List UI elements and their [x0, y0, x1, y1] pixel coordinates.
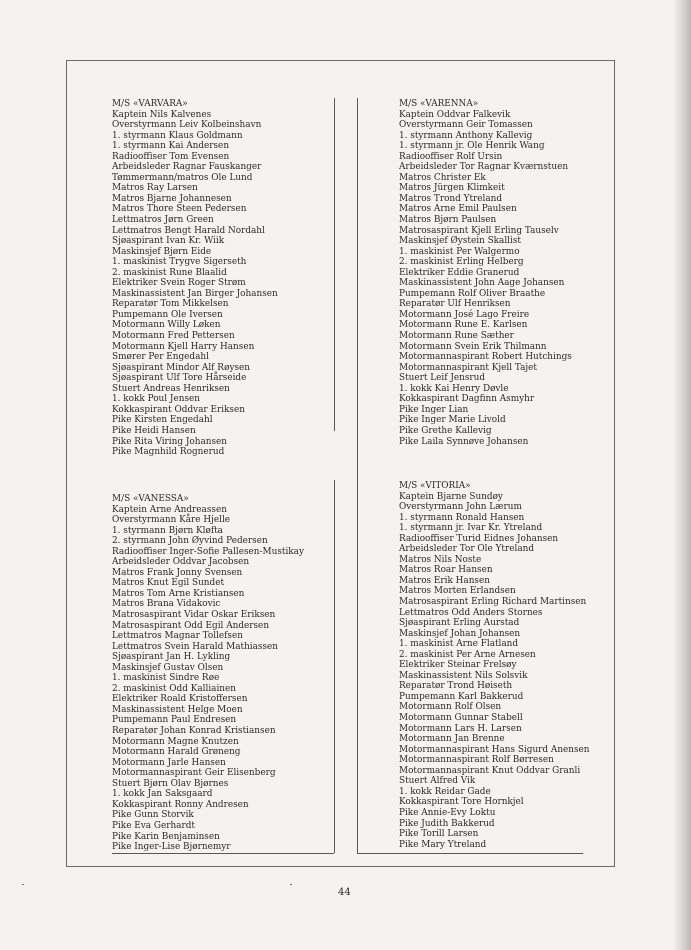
crew-member-line: Matros Brana Vidakovic — [112, 599, 221, 610]
crew-member-line: Sjøaspirant Jan H. Lykling — [112, 652, 231, 663]
crew-member-line: Pike Torill Larsen — [399, 829, 479, 840]
bottom-rule-left — [112, 853, 334, 854]
crew-member-line: Motormann José Lago Freire — [399, 309, 530, 320]
crew-member-line: Arbeidsleder Tor Ragnar Kværnstuen — [399, 162, 569, 173]
crew-member-line: Motormann Rolf Olsen — [399, 702, 502, 713]
crew-member-line: Matros Nils Noste — [399, 554, 482, 565]
crew-member-line: Sjøaspirant Ulf Tore Hårseide — [112, 373, 247, 384]
crew-member-line: Motormann Harald Grøneng — [112, 747, 241, 758]
crew-member-line: Matros Bjarne Johannesen — [112, 193, 232, 204]
crew-member-line: Pumpemann Rolf Oliver Braathe — [399, 288, 546, 299]
crew-member-line: Matrosaspirant Erling Richard Martinsen — [399, 597, 587, 608]
crew-member-line: 1. maskinist Trygve Sigerseth — [112, 257, 247, 268]
ship-name-heading: M/S «VARENNA» — [399, 99, 479, 109]
crew-member-line: Pike Inger Lian — [399, 404, 469, 415]
crew-member-line: Matros Jürgen Klimkeit — [399, 183, 505, 194]
crew-member-line: Motormann Svein Erik Thilmann — [399, 341, 547, 352]
crew-member-line: Motormann Kjell Harry Hansen — [112, 341, 255, 352]
crew-member-line: Matros Ray Larsen — [112, 183, 198, 194]
crew-member-line: Maskinassistent Helge Moen — [112, 704, 243, 715]
crew-member-line: Motormann Rune Sæther — [399, 331, 514, 342]
crew-member-line: Stuert Andreas Henriksen — [112, 383, 230, 394]
crew-member-line: Motormann Rune E. Karlsen — [399, 320, 528, 331]
crew-member-line: Matros Thore Steen Pedersen — [112, 204, 247, 215]
crew-member-line: Lettmatros Svein Harald Mathiassen — [112, 641, 279, 652]
crew-member-line: 1. kokk Poul Jensen — [112, 394, 200, 405]
crew-member-line: Matros Knut Egil Sundet — [112, 578, 225, 589]
crew-member-line: Overstyrmann Kåre Hjelle — [112, 515, 231, 526]
crew-member-line: Maskinassistent John Aage Johansen — [399, 278, 565, 289]
crew-member-line: Motormannaspirant Geir Elisenberg — [112, 768, 276, 779]
crew-member-line: Motormann Magne Knutzen — [112, 736, 239, 747]
crew-member-line: Radiooffiser Tom Evensen — [112, 151, 230, 162]
crew-member-line: 2. maskinist Rune Blaalid — [112, 267, 227, 278]
crew-member-line: 1. kokk Jan Saksgaard — [112, 789, 213, 800]
crew-member-line: Matros Bjørn Paulsen — [399, 215, 497, 226]
paper-speck — [290, 884, 292, 885]
crew-member-line: Matros Tom Arne Kristiansen — [112, 588, 245, 599]
ship-vanessa-crew-list — [112, 494, 304, 853]
crew-member-line: Pike Inger-Lise Bjørnemyr — [112, 842, 231, 853]
crew-member-line: Arbeidsleder Tor Ole Ytreland — [399, 544, 535, 555]
crew-member-line: Sjøaspirant Mindor Alf Røysen — [112, 362, 250, 373]
crew-member-line: Motormannaspirant Kjell Tajet — [399, 362, 537, 373]
crew-member-line: Maskinassistent Nils Solsvik — [399, 670, 528, 681]
crew-member-line: Motormannaspirant Robert Hutchings — [399, 352, 572, 363]
column-divider-right — [357, 98, 358, 853]
crew-member-line: Pike Inger Marie Livold — [399, 415, 506, 426]
crew-member-line: Stuert Alfred Vik — [399, 776, 476, 787]
column-divider-top — [334, 98, 335, 431]
crew-member-line: Matrosaspirant Odd Egil Andersen — [112, 620, 270, 631]
crew-member-line: Elektriker Svein Roger Strøm — [112, 278, 246, 289]
crew-member-line: Matros Erik Hansen — [399, 575, 490, 586]
crew-member-line: Matros Frank Jonny Svensen — [112, 567, 243, 578]
ship-name-heading: M/S «VARVARA» — [112, 99, 188, 109]
crew-member-line: Reparatør Tom Mikkelsen — [112, 299, 229, 310]
crew-member-line: Overstyrmann John Lærum — [399, 502, 522, 513]
crew-member-line: 1. kokk Kai Henry Døvle — [399, 383, 509, 394]
crew-member-line: Pike Annie-Evy Loktu — [399, 807, 496, 818]
crew-member-line: Arbeidsleder Oddvar Jacobsen — [112, 557, 250, 568]
crew-member-line: Maskinsjef Øystein Skallist — [399, 236, 521, 247]
crew-member-line: Kaptein Arne Andreassen — [112, 504, 227, 515]
crew-member-line: 1. kokk Reidar Gade — [399, 786, 491, 797]
crew-member-line: 1. styrmann Bjørn Kløfta — [112, 525, 223, 536]
crew-member-line: Elektriker Roald Kristoffersen — [112, 694, 248, 705]
crew-member-line: Maskinsjef Johan Johansen — [399, 628, 521, 639]
crew-member-line: Sjøaspirant Ivan Kr. Wiik — [112, 236, 225, 247]
crew-member-line: Sjøaspirant Erling Aurstad — [399, 618, 520, 629]
crew-member-line: Lettmatros Jørn Green — [112, 215, 214, 226]
ship-name-heading: M/S «VANESSA» — [112, 494, 189, 504]
crew-member-line: 2. maskinist Per Arne Arnesen — [399, 649, 536, 660]
crew-member-line: Motormannaspirant Rolf Børresen — [399, 755, 554, 766]
crew-member-line: 1. maskinist Arne Flatland — [399, 639, 519, 650]
crew-member-line: Matros Roar Hansen — [399, 565, 493, 576]
crew-member-line: Radiooffiser Turid Eidnes Johansen — [399, 533, 559, 544]
crew-member-line: Kokkaspirant Oddvar Eriksen — [112, 404, 245, 415]
crew-member-line: Pike Eva Gerhardt — [112, 820, 195, 831]
crew-member-line: Radiooffiser Rolf Ursin — [399, 151, 503, 162]
crew-member-line: Kaptein Nils Kalvenes — [112, 109, 212, 120]
crew-member-line: Elektriker Eddie Granerud — [399, 267, 520, 278]
crew-member-line: Arbeidsleder Ragnar Fauskanger — [112, 162, 262, 173]
crew-member-line: Kokkaspirant Tore Hornkjel — [399, 797, 524, 808]
crew-member-line: 2. styrmann John Øyvind Pedersen — [112, 536, 268, 547]
crew-member-line: Smører Per Engedahl — [112, 352, 209, 363]
crew-member-line: Pike Heidi Hansen — [112, 425, 196, 436]
crew-member-line: 1. styrmann Klaus Goldmann — [112, 130, 243, 141]
paper-speck — [22, 884, 24, 885]
crew-member-line: Kokkaspirant Dagfinn Asmyhr — [399, 394, 535, 405]
crew-member-line: Motormann Jarle Hansen — [112, 757, 226, 768]
ship-vitoria-crew-list — [399, 481, 590, 850]
crew-member-line: Stuert Bjørn Olav Bjørnes — [112, 778, 229, 789]
ship-varvara-crew-list — [112, 99, 278, 458]
crew-member-line: Stuert Leif Jensrud — [399, 373, 486, 384]
crew-member-line: Matros Trond Ytreland — [399, 193, 503, 204]
crew-member-line: Matros Arne Emil Paulsen — [399, 204, 517, 215]
crew-member-line: Elektriker Steinar Frelsøy — [399, 660, 517, 671]
crew-member-line: Lettmatros Odd Anders Stornes — [399, 607, 543, 618]
crew-member-line: Pike Judith Bakkerud — [399, 818, 495, 829]
column-divider-bottom — [334, 480, 335, 853]
crew-member-line: Lettmatros Magnar Tollefsen — [112, 631, 243, 642]
crew-member-line: Pike Kirsten Engedahl — [112, 415, 213, 426]
crew-member-line: Pike Grethe Kallevig — [399, 425, 492, 436]
crew-member-line: 2. maskinist Erling Helberg — [399, 257, 524, 268]
crew-member-line: Motormann Gunnar Stabell — [399, 713, 523, 724]
crew-member-line: Lettmatros Bengt Harald Nordahl — [112, 225, 265, 236]
crew-member-line: Pike Karin Benjaminsen — [112, 831, 220, 842]
crew-member-line: Pike Rita Viring Johansen — [112, 436, 227, 447]
crew-member-line: Motormann Jan Brenne — [399, 734, 505, 745]
crew-member-line: Pumpemann Ole Iversen — [112, 309, 223, 320]
crew-member-line: Radiooffiser Inger-Sofie Pallesen-Mustikay — [112, 546, 304, 557]
crew-member-line: Reparatør Trond Høiseth — [399, 681, 513, 692]
crew-member-line: Pike Magnhild Rognerud — [112, 447, 225, 458]
crew-member-line: Kaptein Oddvar Falkevik — [399, 109, 511, 120]
crew-member-line: Matros Morten Erlandsen — [399, 586, 516, 597]
crew-member-line: 1. maskinist Sindre Røe — [112, 673, 220, 684]
crew-member-line: Maskinsjef Gustav Olsen — [112, 662, 224, 673]
crew-member-line: Maskinassistent Jan Birger Johansen — [112, 288, 278, 299]
crew-member-line: Reparatør Johan Konrad Kristiansen — [112, 726, 276, 737]
crew-member-line: Overstyrmann Leiv Kolbeinshavn — [112, 120, 262, 131]
crew-member-line: Motormann Willy Løken — [112, 320, 221, 331]
crew-member-line: Overstyrmann Geir Tomassen — [399, 120, 533, 131]
crew-member-line: Pike Mary Ytreland — [399, 839, 487, 850]
crew-member-line: Maskinsjef Bjørn Eide — [112, 246, 212, 257]
crew-member-line: Matros Christer Ek — [399, 172, 486, 183]
crew-member-line: Pumpemann Karl Bakkerud — [399, 691, 524, 702]
page-number: 44 — [338, 887, 351, 898]
page-edge-shadow — [673, 0, 691, 950]
crew-member-line: Motormann Lars H. Larsen — [399, 723, 522, 734]
ship-name-heading: M/S «VITORIA» — [399, 481, 471, 491]
crew-member-line: Tømmermann/matros Ole Lund — [112, 172, 253, 183]
crew-member-line: Motormannaspirant Hans Sigurd Anensen — [399, 744, 590, 755]
crew-member-line: 1. styrmann jr. Ivar Kr. Ytreland — [399, 523, 543, 534]
crew-member-line: 1. styrmann Kai Andersen — [112, 141, 230, 152]
crew-member-line: 1. styrmann jr. Ole Henrik Wang — [399, 141, 545, 152]
crew-member-line: Kaptein Bjarne Sundøy — [399, 491, 503, 502]
bottom-rule-right — [357, 853, 583, 854]
crew-member-line: 2. maskinist Odd Kalliainen — [112, 683, 236, 694]
crew-member-line: Kokkaspirant Ronny Andresen — [112, 799, 249, 810]
crew-member-line: Reparatør Ulf Henriksen — [399, 299, 511, 310]
crew-member-line: Pike Gunn Storvik — [112, 810, 194, 821]
crew-member-line: 1. maskinist Per Walgermo — [399, 246, 520, 257]
crew-member-line: Pike Laila Synnøve Johansen — [399, 436, 529, 447]
crew-member-line: Matrosaspirant Vidar Oskar Eriksen — [112, 610, 276, 621]
crew-member-line: Pumpemann Paul Endresen — [112, 715, 237, 726]
crew-member-line: 1. styrmann Ronald Hansen — [399, 512, 525, 523]
crew-member-line: Matrosaspirant Kjell Erling Tauselv — [399, 225, 559, 236]
ship-varenna-crew-list — [399, 99, 572, 447]
crew-member-line: Motormann Fred Pettersen — [112, 331, 235, 342]
crew-member-line: Motormannaspirant Knut Oddvar Granli — [399, 765, 581, 776]
crew-member-line: 1. styrmann Anthony Kallevig — [399, 130, 533, 141]
